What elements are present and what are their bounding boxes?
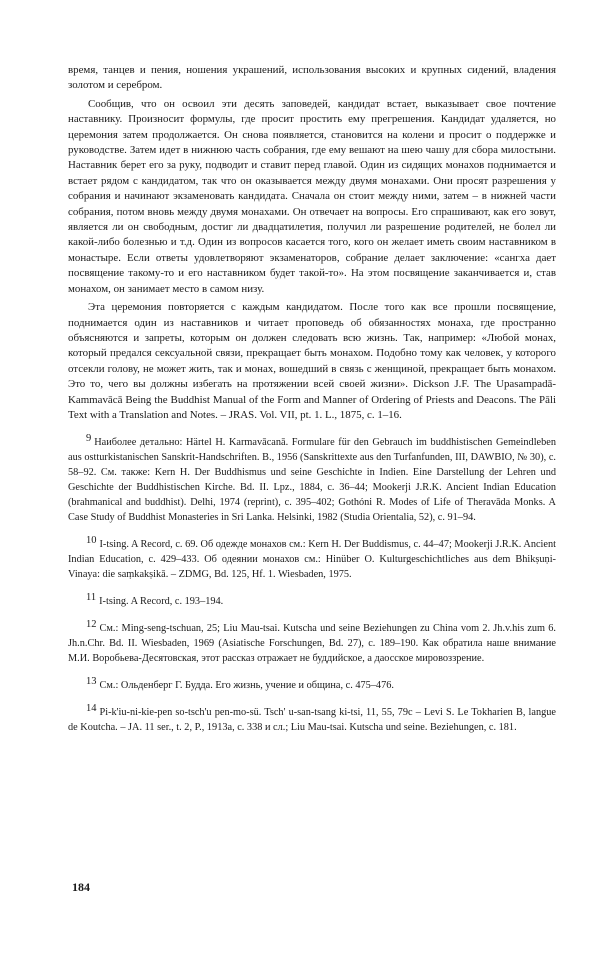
footnote-number: 9	[86, 433, 92, 445]
footnote-number: 10	[86, 535, 97, 547]
footnote-text: I-tsing. A Record, с. 69. Об одежде монахов см.: Kern H. Der Buddismus, с. 44–47; Mookerji J.R.K. Ancient Indian Education, с. 429–433. Об одеянии монахов см.: Hinüber O. Kulturgeschichtliches aus dem Bhikṣuṇi-Vinaya: die saṃkakṣikā. – ZDMG, Bd. 125, Hf. 1. Wiesbaden, 1975.	[68, 539, 556, 581]
footnote-number: 13	[86, 676, 97, 688]
footnote-12	[68, 617, 556, 666]
footnote-text: См.: Ming-seng-tschuan, 25; Liu Mau-tsai. Kutscha und seine Beziehungen zu China vom 2. Jh.v.his zum 6. Jh.n.Chr. Bd. II. Wiesbaden, 1969 (Asiatische Forschungen, Bd. 27), с. 189–190. Как обратила наше внимание М.И. Воробьева-Десятовская, этот рассказ отражает не буддийское, а даосское мировоззрение.	[68, 623, 556, 665]
footnote-number: 12	[86, 619, 97, 631]
footnote-text: Наиболее детально: Härtel H. Karmavācanā. Formulare für den Gebrauch im buddhistischen Gemeindleben aus ostturkistanischen Sanskrit-Handschriften. B., 1956 (Sanskrittexte aus den Turfanfunden, III, DAWBIO, № 30), с. 58–92. См. также: Kern H. Der Buddhismus und seine Geschichte in Indien. Eine Darstellung der Lehren und Geschichte der Buddhistischen Kirche. Bd. II. Lpz., 1884, с. 36–44; Mookerji J.R.K. Ancient Indian Education (brahmanical and buddhist). Delhi, 1974 (reprint), с. 395–402; Gothóni R. Modes of Life of Theravāda Monks. A Case Study of Buddhist Monasteries in Sri Lanka. Helsinki, 1982 (Studia Orientalia, 52), с. 91–94.	[68, 437, 556, 524]
footnote-text: I-tsing. A Record, с. 193–194.	[99, 596, 224, 608]
page-number: 184	[72, 880, 90, 894]
footnote-11	[68, 590, 556, 609]
footnote-9	[68, 431, 556, 525]
footnote-number: 14	[86, 703, 97, 715]
paragraph-ordination: Сообщив, что он освоил эти десять заповедей, кандидат встает, выказывает свое почтение наставнику. Произносит формулы, где просит простить ему прегрешения. Кандидат удаляется, но церемония затем продолжается. Он снова появляется, становится на колени и просит о поддержке и руководстве. Затем идет в нижнюю часть собрания, где ему вешают на шею чашу для сбора милостыни. Наставник берет его за руку, подводит и ставит перед главой. Один из сидящих монахов поднимается и встает рядом с кандидатом, так что он оказывается между двумя монахами. Они просят разрешения у собрания и начинают экзаменовать кандидата. Сначала он стоит между ними, затем – в нижней части собрания, потом вновь между двумя монахами. Он отвечает на вопросы. Его спрашивают, как его зовут, является ли он свободным, достиг ли двадцатилетия, получил ли разрешение родителей, не болел ли какой-либо болезнью и т.д. Один из вопросов касается того, кого он желает иметь своим наставником в монастыре. Если ответы удовлетворяют экзаменаторов, собрание делает заключение: «сангха дает посвящение такому-то и его наставником будет такой-то». На этом посвящение заканчивается и, став монахом, он занимает место в самом низу.	[68, 97, 556, 295]
footnotes	[68, 431, 556, 735]
footnote-text: См.: Ольденберг Г. Будда. Его жизнь, учение и община, с. 475–476.	[99, 680, 394, 692]
paragraph-ceremony: Эта церемония повторяется с каждым кандидатом. После того как все прошли посвящение, поднимается один из наставников и читает проповедь об обязанностях монаха, где пространно объясняются и запреты, которым он должен следовать всю жизнь. Так, например: «Любой монах, который предался сексуальной связи, прекращает быть монахом. Подобно тому как человек, у которого отсекли голову, не может жить, так и монах, вошедший в связь с женщиной, прекращает быть монахом. Это то, чего вы должны избегать на протяжении всей своей жизни». Dickson J.F. The Upasampadā-Kammavācā Being the Buddhist Manual of the Form and Manner of Ordering of Priests and Deacons. The Pāli Text with a Translation and Notes. – JRAS. Vol. VII, pt. 1. L., 1875, с. 1–16.	[68, 301, 556, 421]
paragraph-continuation: время, танцев и пения, ношения украшений, использования высоких и крупных сидений, владения золотом и серебром.	[68, 64, 556, 92]
footnote-13	[68, 674, 556, 693]
footnote-text: Pi-k'iu-ni-kie-pen so-tsch'u pen-mo-sü. Tsch' u-san-tsang ki-tsi, 11, 55, 79с – Levi S. Le Tokharien B, langue de Koutcha. – JA. 11 ser., t. 2, P., 1913a, с. 338 и сл.; Liu Mau-tsai. Kutscha und seine. Beziehungen, с. 181.	[68, 707, 556, 734]
footnote-10	[68, 533, 556, 582]
footnote-number: 11	[86, 592, 97, 604]
footnote-14	[68, 701, 556, 735]
page-body	[68, 63, 556, 735]
